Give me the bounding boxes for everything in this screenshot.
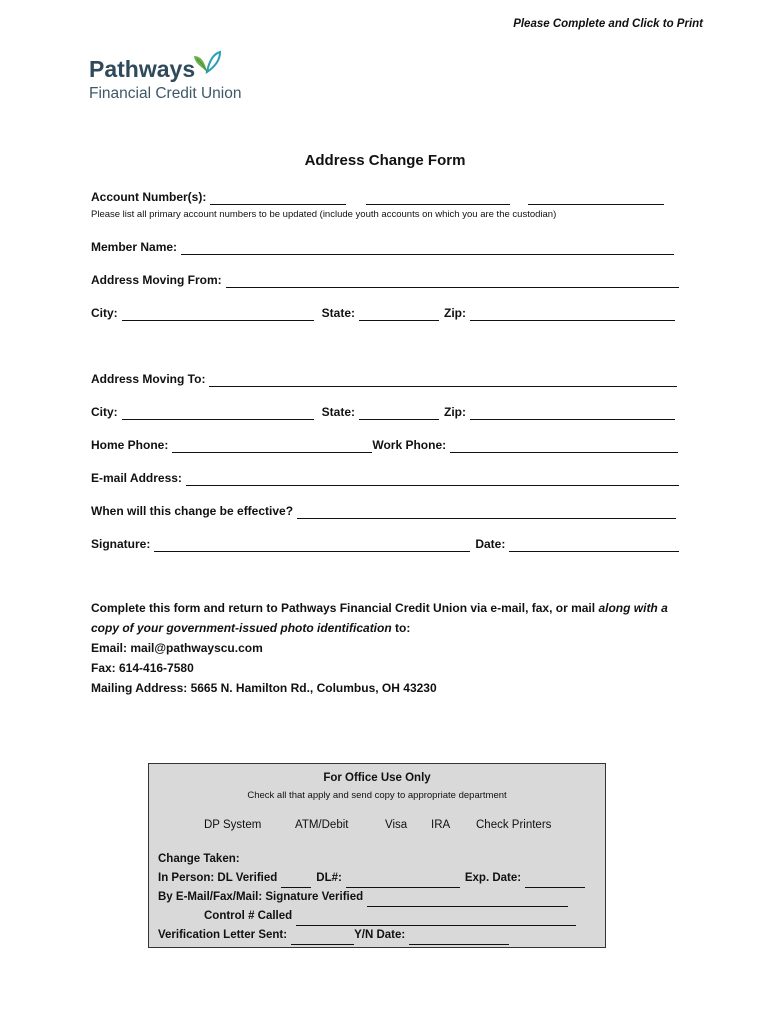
verification-letter-label: Verification Letter Sent: (158, 929, 288, 941)
account-field-3[interactable] (528, 190, 664, 205)
date-field[interactable] (509, 537, 679, 552)
email-label: E-mail Address: (91, 471, 182, 485)
office-subtitle: Check all that apply and send copy to appropriate department (247, 790, 507, 801)
instructions-text-1: Complete this form and return to Pathways Financial Credit Union via e-mail, fax, or mail (91, 601, 599, 615)
member-name-label: Member Name: (91, 240, 178, 254)
exp-date-field[interactable] (525, 875, 585, 888)
date-label: Date: (475, 537, 506, 551)
contact-fax: Fax: 614-416-7580 (91, 661, 194, 675)
state-from-field[interactable] (359, 306, 439, 321)
contact-email: Email: mail@pathwayscu.com (91, 641, 263, 655)
control-called-field[interactable] (296, 913, 576, 926)
signature-field[interactable] (154, 537, 470, 552)
office-title: For Office Use Only (323, 772, 431, 784)
verification-letter-field[interactable] (291, 932, 354, 945)
instructions (91, 598, 691, 698)
exp-date-label: Exp. Date: (464, 872, 522, 884)
butterfly-icon (193, 50, 221, 76)
email-row (91, 468, 679, 486)
city-row-to (91, 402, 675, 420)
option-dp-system[interactable]: DP System (204, 819, 262, 831)
address-to-label: Address Moving To: (91, 372, 206, 386)
address-to-row (91, 369, 677, 387)
option-check-printers[interactable]: Check Printers (476, 819, 552, 831)
home-phone-label: Home Phone: (91, 438, 169, 452)
address-from-label: Address Moving From: (91, 273, 222, 287)
city-label: City: (91, 405, 118, 419)
verification-date-field[interactable] (409, 932, 509, 945)
office-use-box (148, 763, 606, 948)
member-name-field[interactable] (181, 240, 674, 255)
in-person-label: In Person: DL Verified (158, 872, 278, 884)
yn-date-label: Y/N Date: (354, 929, 406, 941)
signature-label: Signature: (91, 537, 151, 551)
state-label: State: (321, 306, 356, 320)
logo-subtitle: Financial Credit Union (89, 85, 242, 102)
account-field-1[interactable] (210, 190, 346, 205)
contact-mailing-address: Mailing Address: 5665 N. Hamilton Rd., Columbus, OH 43230 (91, 681, 437, 695)
city-from-field[interactable] (122, 306, 314, 321)
account-field-2[interactable] (366, 190, 510, 205)
instructions-emphasis-2: copy of your government-issued photo identification (91, 621, 392, 635)
logo-name: Pathways (89, 56, 196, 82)
change-taken-label: Change Taken: (158, 853, 240, 865)
work-phone-field[interactable] (450, 438, 678, 453)
option-visa[interactable]: Visa (385, 819, 408, 831)
instructions-text-2: to: (391, 621, 411, 635)
address-to-field[interactable] (209, 372, 677, 387)
control-called-label: Control # Called (204, 910, 293, 922)
account-note: Please list all primary account numbers to be updated (include youth accounts on which you are the custodian) (91, 209, 557, 220)
state-to-field[interactable] (359, 405, 439, 420)
zip-from-field[interactable] (470, 306, 675, 321)
signature-verified-field[interactable] (367, 894, 568, 907)
effective-label: When will this change be effective? (91, 504, 294, 518)
member-name-row (91, 237, 674, 255)
zip-label: Zip: (444, 306, 467, 320)
phone-row (91, 435, 678, 453)
city-to-field[interactable] (122, 405, 314, 420)
change-taken-section (158, 850, 585, 945)
dl-number-field[interactable] (346, 875, 460, 888)
print-link[interactable]: Please Complete and Click to Print (513, 18, 703, 30)
form-title: Address Change Form (304, 152, 466, 169)
email-field[interactable] (186, 471, 679, 486)
zip-to-field[interactable] (470, 405, 675, 420)
logo (89, 56, 242, 104)
effective-field[interactable] (297, 504, 676, 519)
account-label: Account Number(s): (91, 190, 207, 204)
effective-row (91, 501, 676, 519)
dl-label: DL#: (316, 872, 342, 884)
address-from-field[interactable] (226, 273, 679, 288)
account-row (91, 187, 681, 205)
address-from-row (91, 270, 679, 288)
home-phone-field[interactable] (172, 438, 372, 453)
zip-label: Zip: (444, 405, 467, 419)
option-atm-debit[interactable]: ATM/Debit (295, 819, 349, 831)
option-ira[interactable]: IRA (431, 819, 451, 831)
instructions-emphasis-1: along with a (598, 601, 668, 615)
dl-verified-field[interactable] (281, 875, 311, 888)
state-label: State: (321, 405, 356, 419)
city-label: City: (91, 306, 118, 320)
work-phone-label: Work Phone: (372, 438, 447, 452)
signature-row (91, 534, 679, 552)
city-row-from (91, 303, 675, 321)
by-mail-label: By E-Mail/Fax/Mail: Signature Verified (158, 891, 364, 903)
